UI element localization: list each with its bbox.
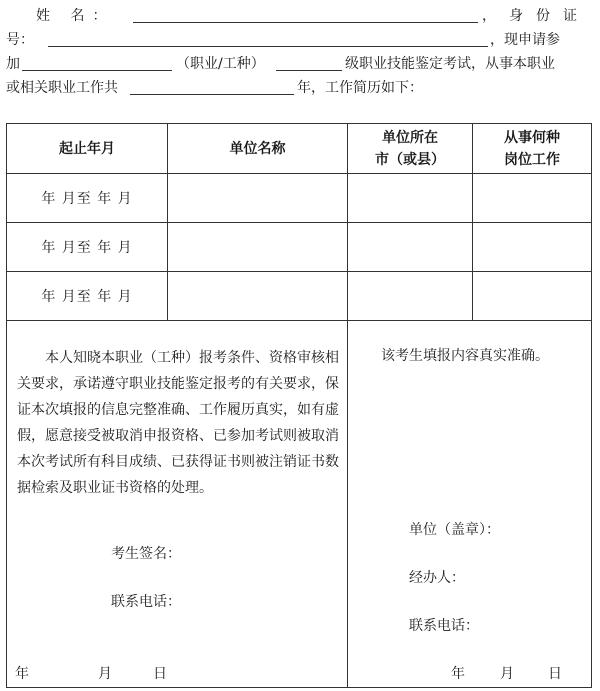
table-row <box>7 174 592 223</box>
pledge-date-day: 日 <box>153 666 167 682</box>
pledge-cell <box>7 321 348 688</box>
unit-cell[interactable] <box>168 174 348 223</box>
candidate-phone-label: 联系电话： <box>111 594 181 610</box>
position-cell[interactable] <box>473 223 592 272</box>
years-text: 年，工作简历如下： <box>297 80 423 96</box>
level-text: 级职业技能鉴定考试，从事本职业 <box>345 56 555 72</box>
candidate-sign-label: 考生签名： <box>111 546 181 562</box>
pledge-date-year: 年 <box>15 666 29 682</box>
name-label: 姓 名： <box>36 8 115 24</box>
header-period: 起止年月 <box>7 124 168 174</box>
pledge-date-month: 月 <box>98 666 112 682</box>
verify-date-day: 日 <box>548 666 562 682</box>
verify-phone-label: 联系电话： <box>409 618 479 634</box>
level-field[interactable] <box>276 70 342 71</box>
idcard-label: ，身份证 <box>482 8 590 24</box>
verify-date-month: 月 <box>500 666 514 682</box>
job-label: （职业/工种） <box>176 56 265 72</box>
period-cell[interactable]: 年 月至 年 月 <box>7 272 168 321</box>
job-field[interactable] <box>22 70 172 71</box>
verify-text: 该考生填报内容真实准确。 <box>381 348 549 364</box>
signature-row <box>7 321 592 688</box>
name-field[interactable] <box>133 22 478 23</box>
city-cell[interactable] <box>348 174 473 223</box>
resume-table <box>6 123 592 688</box>
pledge-text: 本人知晓本职业（工种）报考条件、资格审核相关要求，承诺遵守职业技能鉴定报考的有关要求，保证本次填报的信息完整准确、工作履历真实，如有虚假，愿意接受被取消申报资格、已参加考试则被取消本次考试所有科目成绩、已获得证书则被注销证书数据检索及职业证书资格的处理。 <box>17 350 339 496</box>
table-row <box>7 223 592 272</box>
idcard-label-cont: 号： <box>6 32 34 48</box>
header-unit: 单位名称 <box>168 124 348 174</box>
apply-text: ，现申请参 <box>490 32 560 48</box>
verify-cell <box>348 321 592 688</box>
period-cell[interactable]: 年 月至 年 月 <box>7 174 168 223</box>
handler-label: 经办人： <box>409 570 465 586</box>
header-position: 从事何种 岗位工作 <box>473 124 592 174</box>
table-header-row <box>7 124 592 174</box>
unit-cell[interactable] <box>168 272 348 321</box>
table-row <box>7 272 592 321</box>
city-cell[interactable] <box>348 272 473 321</box>
years-field[interactable] <box>130 94 294 95</box>
header-city: 单位所在 市（或县） <box>348 124 473 174</box>
plus-text: 加 <box>6 56 20 72</box>
related-text: 或相关职业工作共 <box>6 80 118 96</box>
city-cell[interactable] <box>348 223 473 272</box>
position-cell[interactable] <box>473 174 592 223</box>
unit-cell[interactable] <box>168 223 348 272</box>
position-cell[interactable] <box>473 272 592 321</box>
period-cell[interactable]: 年 月至 年 月 <box>7 223 168 272</box>
unit-seal-label: 单位（盖章）： <box>409 522 500 538</box>
verify-date-year: 年 <box>451 666 465 682</box>
idcard-field[interactable] <box>48 46 488 47</box>
